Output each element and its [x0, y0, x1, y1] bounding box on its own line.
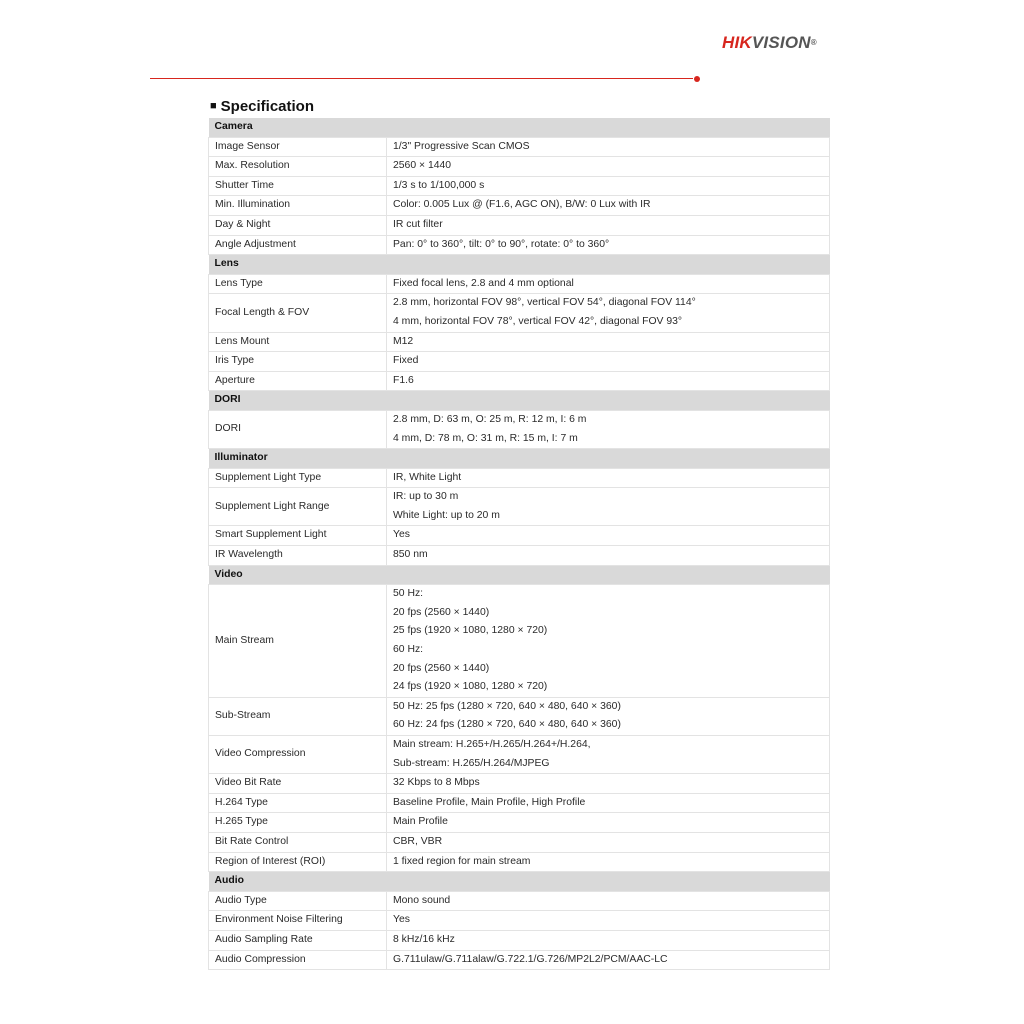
spec-value	[387, 546, 830, 566]
section-header-row	[209, 391, 830, 411]
spec-key: Supplement Light Range	[209, 488, 387, 526]
spec-value	[387, 294, 830, 332]
spec-value	[387, 468, 830, 488]
spec-key: Smart Supplement Light	[209, 526, 387, 546]
spec-value	[387, 585, 830, 698]
spec-value	[387, 930, 830, 950]
spec-row	[209, 488, 830, 526]
spec-row	[209, 176, 830, 196]
spec-key: Min. Illumination	[209, 196, 387, 216]
spec-value	[387, 196, 830, 216]
spec-value-line: 4 mm, horizontal FOV 78°, vertical FOV 42°, diagonal FOV 93°	[393, 315, 683, 327]
section-title: Lens	[209, 255, 830, 275]
spec-value-line: Baseline Profile, Main Profile, High Profile	[393, 796, 586, 808]
spec-value-line: CBR, VBR	[393, 835, 443, 847]
spec-row	[209, 736, 830, 774]
logo-registered-mark: ®	[810, 38, 817, 47]
spec-row	[209, 137, 830, 157]
spec-value-line: Main stream: H.265+/H.265/H.264+/H.264,	[393, 739, 591, 750]
section-title: Illuminator	[209, 449, 830, 469]
spec-value	[387, 911, 830, 931]
spec-key: Bit Rate Control	[209, 832, 387, 852]
spec-value-line: 850 nm	[393, 549, 428, 561]
spec-row	[209, 930, 830, 950]
spec-value-line: 8 kHz/16 kHz	[393, 933, 455, 945]
spec-row	[209, 950, 830, 970]
spec-row	[209, 157, 830, 177]
spec-value-line: F1.6	[393, 374, 414, 386]
spec-value-line: Mono sound	[393, 894, 451, 906]
spec-key: Video Bit Rate	[209, 774, 387, 794]
spec-key: Max. Resolution	[209, 157, 387, 177]
header-divider-dot	[694, 76, 700, 82]
spec-key: Image Sensor	[209, 137, 387, 157]
spec-value	[387, 235, 830, 255]
spec-value-line: 60 Hz: 24 fps (1280 × 720, 640 × 480, 640 × 360)	[393, 719, 621, 731]
spec-value	[387, 137, 830, 157]
spec-value-line: 2.8 mm, horizontal FOV 98°, vertical FOV 54°, diagonal FOV 114°	[393, 297, 696, 309]
spec-value-line: 20 fps (2560 × 1440)	[393, 606, 490, 618]
spec-value-line: Pan: 0° to 360°, tilt: 0° to 90°, rotate: 0° to 360°	[393, 238, 610, 250]
spec-key: Audio Sampling Rate	[209, 930, 387, 950]
spec-value-line: 25 fps (1920 × 1080, 1280 × 720)	[393, 625, 548, 637]
spec-value	[387, 332, 830, 352]
spec-row	[209, 774, 830, 794]
page-title	[210, 98, 314, 117]
spec-value-line: M12	[393, 335, 414, 347]
spec-row	[209, 911, 830, 931]
spec-row	[209, 793, 830, 813]
spec-value-line: 20 fps (2560 × 1440)	[393, 662, 490, 674]
spec-key: Audio Compression	[209, 950, 387, 970]
spec-value-line: 4 mm, D: 78 m, O: 31 m, R: 15 m, I: 7 m	[393, 432, 578, 444]
spec-value-line: White Light: up to 20 m	[393, 509, 500, 521]
spec-key: Day & Night	[209, 215, 387, 235]
spec-row	[209, 468, 830, 488]
spec-value-line: 1 fixed region for main stream	[393, 855, 531, 867]
specification-table-body	[209, 118, 830, 970]
spec-key: Angle Adjustment	[209, 235, 387, 255]
spec-row	[209, 332, 830, 352]
spec-row	[209, 274, 830, 294]
page-title-text: Specification	[220, 98, 315, 115]
spec-value-line: Fixed focal lens, 2.8 and 4 mm optional	[393, 277, 574, 289]
spec-row	[209, 526, 830, 546]
spec-key: Shutter Time	[209, 176, 387, 196]
section-header-row	[209, 449, 830, 469]
spec-value-line: Color: 0.005 Lux @ (F1.6, AGC ON), B/W: 0 Lux with IR	[393, 199, 651, 211]
spec-row	[209, 891, 830, 911]
spec-value	[387, 176, 830, 196]
spec-key: Aperture	[209, 371, 387, 391]
spec-row	[209, 196, 830, 216]
section-title: Camera	[209, 118, 830, 137]
spec-value	[387, 352, 830, 372]
spec-value-line: IR, White Light	[393, 471, 462, 483]
spec-value-line: IR cut filter	[393, 218, 443, 230]
spec-value	[387, 371, 830, 391]
spec-row	[209, 352, 830, 372]
spec-value	[387, 526, 830, 546]
spec-value	[387, 793, 830, 813]
hikvision-logo	[722, 33, 817, 53]
spec-row	[209, 832, 830, 852]
spec-key: Video Compression	[209, 736, 387, 774]
section-title: Video	[209, 565, 830, 585]
spec-row	[209, 371, 830, 391]
specification-table	[208, 118, 830, 970]
spec-row	[209, 410, 830, 448]
spec-value-line: 1/3" Progressive Scan CMOS	[393, 140, 530, 152]
spec-value	[387, 736, 830, 774]
spec-row	[209, 235, 830, 255]
spec-value-line: 1/3 s to 1/100,000 s	[393, 179, 485, 191]
spec-value	[387, 774, 830, 794]
spec-value-line: 32 Kbps to 8 Mbps	[393, 777, 480, 789]
spec-row	[209, 813, 830, 833]
section-title: DORI	[209, 391, 830, 411]
spec-key: Region of Interest (ROI)	[209, 852, 387, 872]
spec-value	[387, 488, 830, 526]
spec-key: Audio Type	[209, 891, 387, 911]
spec-value-line: 2560 × 1440	[393, 160, 452, 172]
section-header-row	[209, 118, 830, 137]
spec-row	[209, 546, 830, 566]
spec-value-line: Main Profile	[393, 816, 448, 828]
spec-key: Lens Mount	[209, 332, 387, 352]
spec-key: IR Wavelength	[209, 546, 387, 566]
spec-value-line: Yes	[393, 529, 410, 541]
spec-value-line: Sub-stream: H.265/H.264/MJPEG	[393, 757, 550, 769]
spec-value-line: 50 Hz:	[393, 588, 424, 600]
spec-value-line: IR: up to 30 m	[393, 491, 459, 503]
spec-key: H.265 Type	[209, 813, 387, 833]
spec-value-line: 50 Hz: 25 fps (1280 × 720, 640 × 480, 640 × 360)	[393, 700, 621, 712]
section-header-row	[209, 255, 830, 275]
spec-row	[209, 294, 830, 332]
spec-value	[387, 852, 830, 872]
spec-value	[387, 215, 830, 235]
spec-key: Sub-Stream	[209, 697, 387, 735]
spec-value	[387, 410, 830, 448]
spec-value-line: G.711ulaw/G.711alaw/G.722.1/G.726/MP2L2/PCM/AAC-LC	[393, 953, 668, 965]
spec-value	[387, 891, 830, 911]
spec-value-line: 2.8 mm, D: 63 m, O: 25 m, R: 12 m, I: 6 m	[393, 413, 587, 425]
spec-key: DORI	[209, 410, 387, 448]
spec-value-line: 60 Hz:	[393, 644, 424, 656]
header-divider	[150, 78, 693, 79]
section-title: Audio	[209, 872, 830, 892]
spec-value-line: 24 fps (1920 × 1080, 1280 × 720)	[393, 681, 548, 693]
spec-key: Focal Length & FOV	[209, 294, 387, 332]
spec-value-line: Yes	[393, 914, 410, 926]
spec-key: Iris Type	[209, 352, 387, 372]
spec-value	[387, 832, 830, 852]
spec-value	[387, 274, 830, 294]
square-bullet-icon: ■	[210, 100, 217, 112]
spec-value	[387, 813, 830, 833]
spec-key: H.264 Type	[209, 793, 387, 813]
spec-row	[209, 697, 830, 735]
logo-hik-text: HIK	[722, 33, 752, 52]
spec-key: Environment Noise Filtering	[209, 911, 387, 931]
spec-value	[387, 697, 830, 735]
spec-row	[209, 585, 830, 698]
logo-vision-text: VISION	[751, 33, 811, 52]
spec-value-line: Fixed	[393, 355, 419, 367]
spec-value	[387, 157, 830, 177]
spec-row	[209, 215, 830, 235]
section-header-row	[209, 565, 830, 585]
section-header-row	[209, 872, 830, 892]
spec-key: Main Stream	[209, 585, 387, 698]
spec-value	[387, 950, 830, 970]
spec-key: Supplement Light Type	[209, 468, 387, 488]
spec-row	[209, 852, 830, 872]
spec-key: Lens Type	[209, 274, 387, 294]
